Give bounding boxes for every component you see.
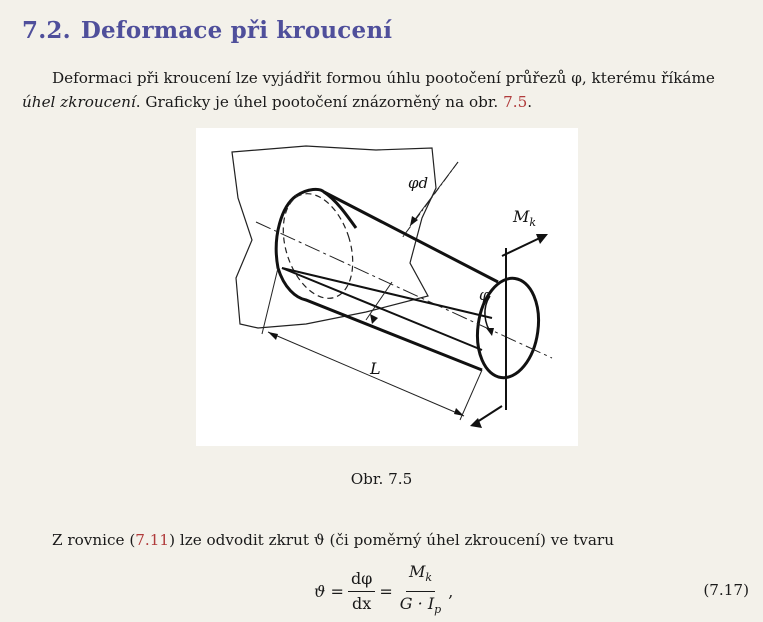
cylinder-top-edge	[296, 189, 498, 282]
diameter-label: φd	[408, 174, 429, 192]
cylinder-back-ellipse	[271, 185, 365, 307]
section-heading	[22, 17, 392, 44]
equation-reference-link[interactable]: 7.11	[135, 531, 170, 549]
figure-reference-link[interactable]: 7.5	[503, 93, 528, 111]
paragraph-intro	[22, 66, 750, 114]
equation-lhs: ϑ =	[314, 581, 344, 601]
diameter-lower-arrow	[370, 314, 378, 324]
paragraph-line-1: Deformaci při kroucení lze vyjádřit formou úhlu pootočení průřezů φ, kterému říkáme	[52, 69, 715, 87]
length-extension-left	[262, 268, 278, 334]
torsion-diagram	[196, 128, 578, 446]
paragraph-line-2: úhel zkroucení. Graficky je úhel pootočení znázorněný na obr. 7.5.	[22, 93, 533, 111]
paragraph-derivation: Z rovnice (7.11) lze odvodit zkrut ϑ (či poměrný úhel zkroucení) ve tvaru	[52, 531, 614, 549]
torque-moment-lines	[474, 236, 544, 424]
moment-label: $M_k$	[513, 207, 537, 229]
section-title: Deformace při kroucení	[80, 17, 393, 44]
diameter-lower-tick	[366, 282, 392, 320]
equation-block	[314, 562, 454, 616]
figure-caption: Obr. 7.5	[350, 470, 413, 488]
length-extension-right	[460, 370, 482, 420]
length-arrow-left	[268, 332, 278, 340]
length-dimension-line	[268, 332, 464, 416]
length-label: L	[370, 359, 381, 378]
fraction-mk-gip: $\frac{M_k}{G \cdot I_p}$	[399, 562, 442, 616]
fraction-dphi-dx: $\frac{d\varphi}{dx}$	[348, 569, 375, 614]
equation-number: (7.17)	[703, 581, 749, 599]
angle-arc-arrow	[486, 328, 494, 336]
emphasis-term: úhel zkroucení	[22, 93, 136, 111]
cylinder-outline	[276, 192, 482, 370]
equals-sign: =	[379, 581, 393, 601]
angle-label: φ	[479, 286, 490, 304]
section-number: 7.2.	[22, 17, 71, 44]
wall-plane	[232, 146, 436, 328]
equation-trailing-comma: ,	[448, 581, 454, 601]
torsion-figure	[196, 128, 578, 446]
